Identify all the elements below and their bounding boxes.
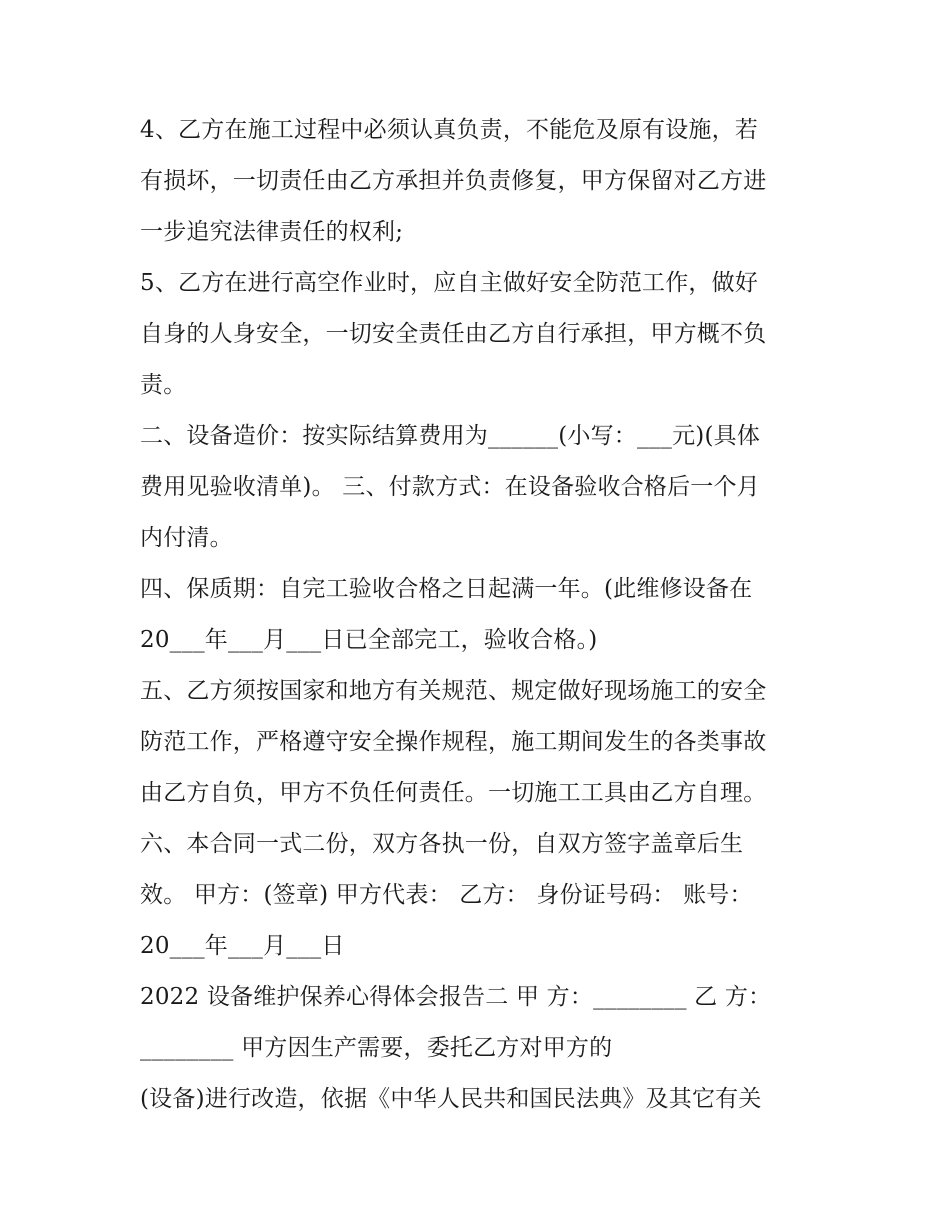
text-line: 2022 设备维护保养心得体会报告二 甲 方：________ 乙 方： xyxy=(140,984,772,1010)
text-line: 防范工作，严格遵守安全操作规程，施工期间发生的各类事故 xyxy=(140,729,767,755)
text-line: 费用见验收清单)。 三、付款方式：在设备验收合格后一个月 xyxy=(140,474,760,500)
text-line: 5、乙方在进行高空作业时，应自主做好安全防范工作，做好 xyxy=(140,270,759,296)
text-line: 一步追究法律责任的权利; xyxy=(140,219,404,245)
text-line: ________ 甲方因生产需要，委托乙方对甲方的 xyxy=(140,1035,613,1061)
text-line: 由乙方自负，甲方不负任何责任。一切施工工具由乙方自理。 xyxy=(140,780,767,806)
text-line: 责。 xyxy=(140,372,187,398)
text-line: 自身的人身安全，一切安全责任由乙方自行承担，甲方概不负 xyxy=(140,321,767,347)
text-line: 20___年___月___日已全部完工，验收合格。) xyxy=(140,627,598,653)
text-line: 四、保质期：自完工验收合格之日起满一年。(此维修设备在 xyxy=(140,576,753,602)
text-line: 六、本合同一式二份，双方各执一份，自双方签字盖章后生 xyxy=(140,831,744,857)
text-line: 4、乙方在施工过程中必须认真负责，不能危及原有设施，若 xyxy=(140,117,759,143)
text-line: 五、乙方须按国家和地方有关规范、规定做好现场施工的安全 xyxy=(140,678,767,704)
text-line: 20___年___月___日 xyxy=(140,933,345,959)
text-line: 有损坏，一切责任由乙方承担并负责修复，甲方保留对乙方进 xyxy=(140,168,767,194)
text-line: 二、设备造价：按实际结算费用为______(小写：___元)(具体 xyxy=(140,423,761,449)
text-line: (设备)进行改造，依据《中华人民共和国民法典》及其它有关 xyxy=(140,1086,762,1112)
text-line: 内付清。 xyxy=(140,525,233,551)
text-line: 效。 甲方：(签章) 甲方代表： 乙方： 身份证号码： 账号： xyxy=(140,882,753,908)
